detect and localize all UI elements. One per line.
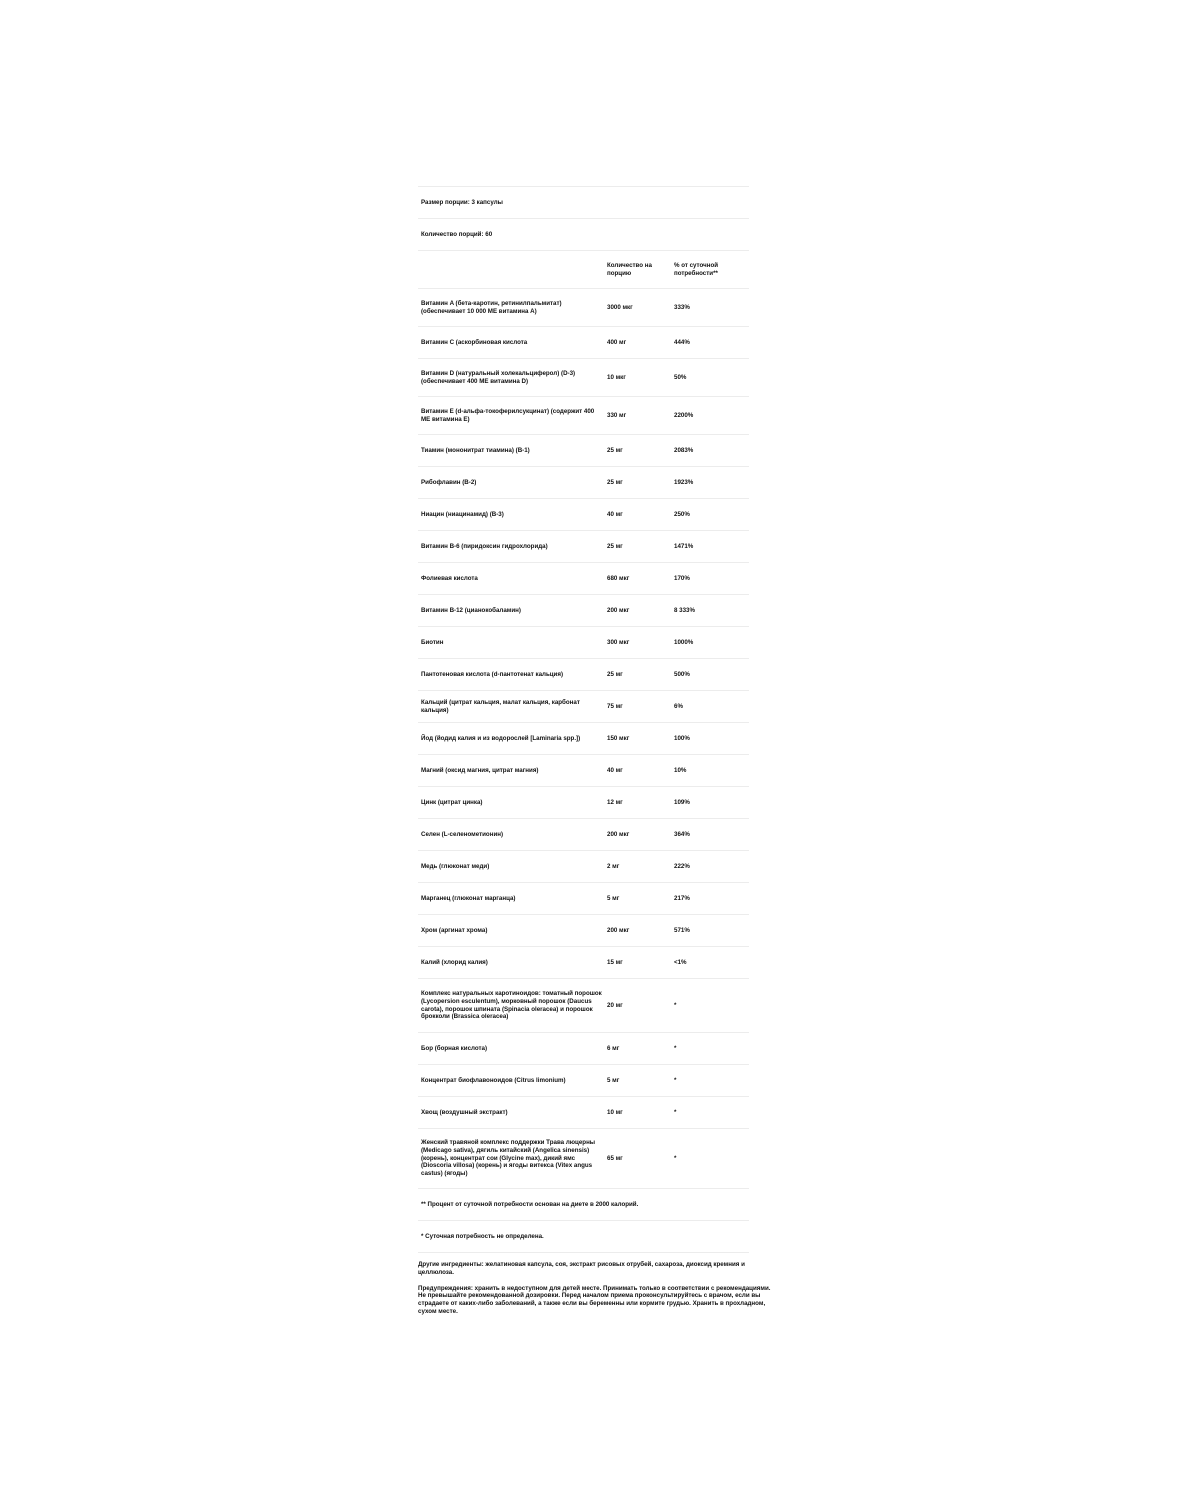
nutrient-name: Медь (глюконат меди): [418, 851, 604, 883]
table-row: [418, 819, 749, 851]
header-amount: Количество на порцию: [604, 251, 671, 289]
nutrient-dv: 109%: [671, 787, 749, 819]
nutrient-name: Витамин B-12 (цианокобаламин): [418, 595, 604, 627]
nutrient-amount: 200 мкг: [604, 819, 671, 851]
nutrient-name: Женский травяной комплекс поддержки Трава люцерны (Medicago sativa), дягиль китайский (Angelica sinensis) (корень), концентрат сои (Glycine max), дикий ямс (Dioscoria villosa) (корень) и ягоды витекса (Vitex angus castus) (ягоды): [418, 1129, 604, 1189]
nutrient-amount: 20 мг: [604, 979, 671, 1033]
nutrient-name: Кальций (цитрат кальция, малат кальция, карбонат кальция): [418, 691, 604, 723]
serving-size: Размер порции: 3 капсулы: [418, 187, 749, 219]
table-row: [418, 289, 749, 327]
nutrient-dv: 170%: [671, 563, 749, 595]
nutrient-amount: 25 мг: [604, 467, 671, 499]
nutrient-dv: 364%: [671, 819, 749, 851]
supplement-facts-table: [418, 186, 749, 1253]
nutrient-amount: 6 мг: [604, 1033, 671, 1065]
footnote-dv-row: [418, 1189, 749, 1221]
nutrient-dv: 250%: [671, 499, 749, 531]
table-row: [418, 397, 749, 435]
nutrient-name: Рибофлавин (B-2): [418, 467, 604, 499]
other-ingredients: Другие ингредиенты: желатиновая капсула, соя, экстракт рисовых отрубей, сахароза, диоксид кремния и целлюлоза.: [418, 1261, 745, 1276]
table-row: [418, 563, 749, 595]
nutrient-amount: 200 мкг: [604, 915, 671, 947]
footnote-dv: ** Процент от суточной потребности основан на диете в 2000 калорий.: [418, 1189, 749, 1221]
nutrient-dv: 500%: [671, 659, 749, 691]
nutrient-name: Витамин D (натуральный холекальциферол) (D-3) (обеспечивает 400 МЕ витамина D): [418, 359, 604, 397]
nutrient-dv: 333%: [671, 289, 749, 327]
nutrient-dv: 10%: [671, 755, 749, 787]
nutrient-name: Витамин E (d-альфа-токоферилсукцинат) (содержит 400 МЕ витамина E): [418, 397, 604, 435]
nutrient-amount: 400 мг: [604, 327, 671, 359]
nutrient-dv: 1000%: [671, 627, 749, 659]
nutrient-dv: 50%: [671, 359, 749, 397]
table-row: [418, 1065, 749, 1097]
table-row: [418, 435, 749, 467]
table-row: [418, 627, 749, 659]
nutrient-name: Магний (оксид магния, цитрат магния): [418, 755, 604, 787]
table-row: [418, 1129, 749, 1189]
nutrient-amount: 25 мг: [604, 531, 671, 563]
nutrient-dv: <1%: [671, 947, 749, 979]
nutrient-dv: *: [671, 1097, 749, 1129]
table-row: [418, 723, 749, 755]
nutrient-name: Пантотеновая кислота (d-пантотенат кальция): [418, 659, 604, 691]
nutrient-name: Йод (йодид калия и из водорослей [Laminaria spp.]): [418, 723, 604, 755]
table-row: [418, 755, 749, 787]
nutrient-name: Цинк (цитрат цинка): [418, 787, 604, 819]
table-row: [418, 1097, 749, 1129]
nutrient-amount: 200 мкг: [604, 595, 671, 627]
nutrient-dv: 217%: [671, 883, 749, 915]
footnote-star: * Суточная потребность не определена.: [418, 1221, 749, 1253]
table-row: [418, 691, 749, 723]
nutrient-amount: 330 мг: [604, 397, 671, 435]
nutrient-amount: 40 мг: [604, 755, 671, 787]
nutrient-amount: 40 мг: [604, 499, 671, 531]
table-row: [418, 1033, 749, 1065]
servings-count: Количество порций: 60: [418, 219, 749, 251]
footnote-star-row: [418, 1221, 749, 1253]
nutrient-name: Концентрат биофлавоноидов (Citrus limonium): [418, 1065, 604, 1097]
warnings: Предупреждения: хранить в недоступном для детей месте. Принимать только в соответствии с рекомендациями. Не превышайте рекомендованной дозировки. Перед началом приема проконсультируйтесь с врачом, если вы страдаете от каких-либо заболеваний, а также если вы беременны или кормите грудью. Хранить в прохладном, сухом месте.: [418, 1284, 771, 1315]
table-row: [418, 531, 749, 563]
nutrient-dv: *: [671, 1065, 749, 1097]
nutrient-amount: 680 мкг: [604, 563, 671, 595]
nutrient-name: Витамин A (бета-каротин, ретинилпальмитат) (обеспечивает 10 000 МЕ витамина A): [418, 289, 604, 327]
nutrient-dv: 2083%: [671, 435, 749, 467]
nutrient-dv: 1471%: [671, 531, 749, 563]
nutrient-dv: 444%: [671, 327, 749, 359]
nutrient-amount: 300 мкг: [604, 627, 671, 659]
nutrient-amount: 12 мг: [604, 787, 671, 819]
table-row: [418, 467, 749, 499]
nutrient-name: Тиамин (мононитрат тиамина) (B-1): [418, 435, 604, 467]
servings-count-row: [418, 219, 749, 251]
table-row: [418, 851, 749, 883]
header-daily-value: % от суточной потребности**: [671, 251, 749, 289]
nutrient-name: Витамин B-6 (пиридоксин гидрохлорида): [418, 531, 604, 563]
nutrient-amount: 3000 мкг: [604, 289, 671, 327]
nutrient-name: Хвощ (воздушный экстракт): [418, 1097, 604, 1129]
table-row: [418, 659, 749, 691]
table-header-row: [418, 251, 749, 289]
nutrient-amount: 5 мг: [604, 883, 671, 915]
nutrient-amount: 2 мг: [604, 851, 671, 883]
nutrient-amount: 10 мг: [604, 1097, 671, 1129]
nutrient-amount: 150 мкг: [604, 723, 671, 755]
table-row: [418, 499, 749, 531]
nutrient-dv: *: [671, 1129, 749, 1189]
nutrient-amount: 75 мг: [604, 691, 671, 723]
serving-size-row: [418, 187, 749, 219]
nutrient-name: Калий (хлорид калия): [418, 947, 604, 979]
table-row: [418, 595, 749, 627]
nutrient-name: Биотин: [418, 627, 604, 659]
nutrient-amount: 10 мкг: [604, 359, 671, 397]
table-row: [418, 327, 749, 359]
nutrient-name: Хром (аргинат хрома): [418, 915, 604, 947]
nutrient-name: Витамин C (аскорбиновая кислота: [418, 327, 604, 359]
table-row: [418, 359, 749, 397]
nutrient-amount: 65 мг: [604, 1129, 671, 1189]
nutrient-amount: 5 мг: [604, 1065, 671, 1097]
notes-section: [418, 1261, 778, 1316]
table-row: [418, 915, 749, 947]
nutrient-name: Фолиевая кислота: [418, 563, 604, 595]
nutrient-dv: 222%: [671, 851, 749, 883]
nutrient-name: Бор (борная кислота): [418, 1033, 604, 1065]
nutrient-name: Ниацин (ниацинамид) (B-3): [418, 499, 604, 531]
nutrient-name: Комплекс натуральных каротиноидов: томатный порошок (Lycopersion esculentum), морковный порошок (Daucus carota), порошок шпината (Spinacia oleracea) и порошок брокколи (Brassica oleracea): [418, 979, 604, 1033]
table-row: [418, 979, 749, 1033]
nutrient-dv: 1923%: [671, 467, 749, 499]
nutrient-dv: 8 333%: [671, 595, 749, 627]
table-row: [418, 787, 749, 819]
nutrient-dv: 100%: [671, 723, 749, 755]
nutrient-dv: *: [671, 979, 749, 1033]
nutrient-dv: 571%: [671, 915, 749, 947]
header-name-cell: [418, 251, 604, 289]
nutrient-dv: *: [671, 1033, 749, 1065]
nutrient-name: Селен (L-селенометионин): [418, 819, 604, 851]
nutrient-dv: 6%: [671, 691, 749, 723]
nutrient-dv: 2200%: [671, 397, 749, 435]
table-row: [418, 947, 749, 979]
nutrient-amount: 15 мг: [604, 947, 671, 979]
table-row: [418, 883, 749, 915]
supplement-facts-document: [418, 186, 778, 1316]
nutrient-amount: 25 мг: [604, 435, 671, 467]
nutrient-name: Марганец (глюконат марганца): [418, 883, 604, 915]
nutrient-amount: 25 мг: [604, 659, 671, 691]
